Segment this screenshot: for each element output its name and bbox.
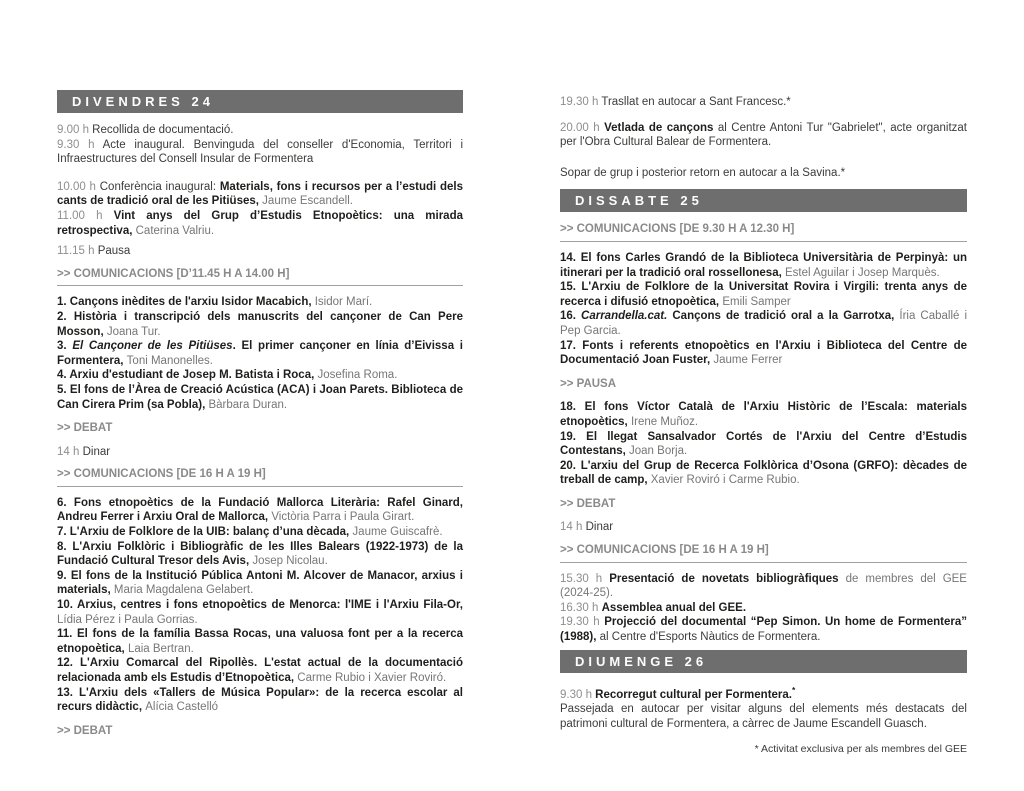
text-segment-time: 10.00 h (57, 180, 100, 193)
text-segment-bold: 17. Fonts i referents etnopoètics en l'Arxiu i Biblioteca del Centre de Documentació Joan Fuster, (560, 339, 967, 367)
text-segment-time: 9.00 h (57, 124, 93, 136)
session-track-header-label: >> COMUNICACIONS [DE 16 H A 19 H] (57, 468, 266, 481)
text-segment-muted: Carme Rubio i Xavier Roviró. (297, 672, 447, 684)
text-segment-time: 19.30 h (560, 616, 605, 629)
schedule-paragraph (560, 121, 967, 150)
spacer (560, 150, 967, 166)
subsection-label: >> DEBAT (57, 724, 113, 737)
text-segment-muted: Isidor Marí. (314, 296, 373, 309)
text-segment-bold: 2. Història i transcripció dels manuscrits del cançoner de Can Pere Mosson, (57, 310, 463, 338)
text-segment-plain: al Centre d'Esports Nàutics de Formentera. (599, 631, 821, 644)
program-item (57, 598, 463, 627)
program-item (560, 430, 967, 459)
text-segment-time: 9.30 h (57, 138, 103, 151)
program-item (560, 400, 967, 429)
schedule-paragraph (560, 520, 967, 535)
footnote: * Activitat exclusiva per als membres del GEE (754, 743, 967, 756)
text-segment-plain: Conferència inaugural: (99, 180, 220, 193)
subsection-label: >> DEBAT (57, 422, 113, 435)
session-track-header (57, 267, 463, 287)
text-segment-plain: Pausa (97, 245, 131, 258)
spacer (57, 167, 463, 180)
text-segment-plain: Recollida de documentació. (92, 124, 234, 136)
schedule-paragraph (560, 95, 967, 110)
text-segment-bold: 1. Cançons inèdites de l'arxiu Isidor Macabich, (57, 296, 315, 309)
program-item (57, 540, 463, 569)
text-segment-bold: 8. L'Arxiu Folklòric i Bibliogràfic de les Illes Balears (1922-1973) de la Fundació Cultural Tresor dels Avis, (57, 540, 463, 568)
program-item (560, 459, 967, 488)
text-segment-bold: 11. El fons de la família Bassa Rocas, una valuosa font per a la recerca etnopoètica, (57, 628, 463, 655)
session-track-header-label: >> COMUNICACIONS [DE 16 H A 19 H] (560, 544, 769, 557)
text-segment-muted: Josep Nicolau. (252, 555, 328, 568)
text-segment-muted: Irene Muñoz. (630, 415, 699, 428)
program-item (560, 280, 967, 309)
text-segment-muted: Toni Manonelles. (126, 354, 213, 367)
text-segment-plain: Dinar (82, 445, 111, 458)
text-segment-plain: Dinar (585, 521, 614, 534)
text-segment-muted: Jaume Guiscafrè. (352, 526, 443, 539)
text-segment-plain: al Centre Antoni Tur "Gabrielet", acte organitzat per l'Obra Cultural Balear de Formentera. (560, 121, 967, 149)
program-item (560, 339, 967, 368)
program-item (560, 251, 967, 280)
text-segment-muted: Íria Caballé i Pep Garcia. (560, 310, 967, 337)
text-segment-bold: 4. Arxiu d'estudiant de Josep M. Batista i Roca, (57, 369, 318, 382)
text-segment-muted: Jaume Escandell. (262, 195, 353, 208)
spacer (560, 110, 967, 121)
text-segment-bold: 12. L'Arxiu Comarcal del Ripollès. L'estat actual de la documentació relacionada amb els Estudis d’Etnopoètica, (57, 657, 463, 684)
right-column (560, 95, 967, 756)
text-segment-plain: Acte inaugural. Benvinguda del conseller d'Economia, Territori i Infraestructures del Consell Insular de Formentera (57, 138, 463, 166)
text-segment-muted: Laia Bertran. (127, 642, 194, 655)
program-item (560, 309, 967, 338)
text-segment-time: 14 h (57, 445, 83, 458)
text-segment-bold: Vint anys del Grup d’Estudis Etnopoètics: una mirada retrospectiva, (57, 209, 463, 237)
program-item (57, 627, 463, 656)
text-segment-muted: Jaume Ferrer (713, 354, 783, 367)
schedule-paragraph (560, 601, 967, 616)
text-segment-plain: Passejada en autocar per visitar alguns del elements més destacats del patrimoni cultural de Formentera, a càrrec de Jaume Escandell Guasch. (560, 703, 967, 730)
subsection-label: >> DEBAT (560, 497, 616, 510)
divider-rule (57, 285, 463, 286)
text-segment-bold: Materials, fons i recursos per a l’estudi dels cants de tradició oral de les Pitiüses, (57, 180, 463, 208)
section-header-bar: DIVENDRES 24 (57, 90, 463, 113)
text-segment-bold: 6. Fons etnopoètics de la Fundació Mallorca Literària: Rafel Ginard, Andreu Ferrer i Arxiu Oral de Mallorca, (57, 496, 463, 524)
session-track-header (560, 222, 967, 242)
text-segment-bold: 16. (560, 310, 582, 323)
session-track-header (57, 467, 463, 487)
schedule-paragraph (560, 683, 967, 702)
divider-rule (560, 241, 967, 242)
text-segment-bold: 19. El llegat Sansalvador Cortés de l'Arxiu del Centre d’Estudis Contestans, (560, 430, 967, 458)
text-segment-muted: Maria Magdalena Gelabert. (113, 584, 254, 597)
text-segment-bold: 7. L'Arxiu de Folklore de la UIB: balanç d’una dècada, (57, 526, 353, 539)
text-segment-bold: Presentació de novetats bibliogràfiques (609, 572, 846, 585)
text-segment-bold: 13. L'Arxiu dels «Tallers de Música Popular»: de la recerca escolar al recurs didàctic, (57, 686, 463, 714)
section-header-bar: DIUMENGE 26 (560, 650, 967, 673)
text-segment-plain: Sopar de grup i posterior retorn en autocar a la Savina.* (560, 166, 846, 179)
text-segment-bold: 3. (57, 340, 73, 353)
divider-rule (560, 562, 967, 563)
program-item (57, 339, 463, 368)
text-segment-muted: Emili Samper (722, 295, 791, 308)
text-segment-bold: 9. El fons de la Institució Pública Antoni M. Alcover de Manacor, arxius i materials, (57, 569, 463, 597)
schedule-paragraph (57, 180, 463, 209)
spacer (560, 180, 967, 189)
session-track-header (560, 543, 967, 563)
program-item (57, 525, 463, 540)
program-item (57, 656, 463, 685)
left-column (57, 90, 463, 747)
schedule-paragraph (57, 209, 463, 238)
text-segment-bold: 15. L'Arxiu de Folklore de la Universitat Rovira i Virgili: trenta anys de recerca i difusió etnopoètica, (560, 281, 967, 308)
schedule-paragraph (560, 572, 967, 601)
divider-rule (57, 486, 463, 487)
text-segment-bold: Assemblea anual del GEE. (601, 601, 747, 614)
text-segment-muted: Xavier Roviró i Carme Rubio. (650, 474, 800, 487)
text-segment-time: 9.30 h (560, 688, 596, 701)
text-segment-bold: Vetlada de cançons (604, 121, 718, 134)
text-segment-bi: Carrandella.cat. (581, 310, 668, 323)
text-segment-time: 19.30 h (560, 96, 602, 108)
program-item (57, 295, 463, 310)
program-item (57, 383, 463, 412)
program-item (57, 569, 463, 598)
text-segment-time: 20.00 h (560, 121, 605, 134)
text-segment-muted: de membres del GEE (2024-25). (560, 572, 967, 600)
text-segment-time: 11.15 h (57, 245, 98, 258)
subsection-label: >> PAUSA (560, 377, 617, 390)
text-segment-bold: Cançons de tradició oral a la Garrotxa, (667, 310, 900, 323)
text-segment-muted: Estel Aguilar i Josep Marquès. (784, 266, 940, 279)
text-segment-bold: 14. El fons Carles Grandó de la Biblioteca Universitària de Perpinyà: un itinerari per la tradició oral rossellonesa, (560, 251, 967, 279)
schedule-paragraph (560, 702, 967, 731)
program-item (57, 496, 463, 525)
schedule-paragraph (560, 615, 967, 644)
session-track-header-label: >> COMUNICACIONS [D’11.45 H A 14.00 H] (57, 267, 290, 280)
program-item (57, 368, 463, 383)
schedule-paragraph (57, 138, 463, 167)
text-segment-muted: Joan Borja. (629, 445, 688, 458)
text-segment-muted: Alícia Castelló (145, 701, 219, 714)
text-segment-time: 16.30 h (560, 601, 602, 614)
schedule-paragraph (57, 244, 463, 259)
session-track-header-label: >> COMUNICACIONS [DE 9.30 H A 12.30 H] (560, 223, 795, 236)
text-segment-bi: El Cançoner de les Pitiüses (72, 340, 233, 353)
schedule-paragraph (57, 123, 463, 138)
spacer (560, 731, 967, 743)
text-segment-plain: Trasllat en autocar a Sant Francesc.* (601, 96, 791, 108)
text-segment-muted: Joana Tur. (106, 325, 161, 338)
program-item (57, 686, 463, 715)
text-segment-muted: Lídia Pérez i Paula Gorrias. (57, 613, 198, 626)
text-segment-sup: * (792, 684, 796, 695)
text-segment-time: 15.30 h (560, 572, 610, 585)
text-segment-muted: Victòria Parra i Paula Girart. (271, 511, 415, 524)
text-segment-time: 14 h (560, 521, 586, 534)
text-segment-bold: 10. Arxius, centres i fons etnopoètics de Menorca: l'IME i l'Arxiu Fila-Or, (57, 599, 463, 612)
text-segment-muted: Caterina Valriu. (135, 224, 215, 237)
text-segment-bold: 18. El fons Víctor Català de l'Arxiu Històric de l’Escala: materials etnopoètics, (560, 401, 967, 428)
program-item (57, 310, 463, 339)
text-segment-muted: Josefina Roma. (317, 369, 398, 382)
text-segment-bold: Recorregut cultural per Formentera. (595, 688, 792, 701)
text-segment-bold: 5. El fons de l’Àrea de Creació Acústica (ACA) i Joan Parets. Biblioteca de Can Cirera Prim (sa Pobla), (57, 383, 463, 411)
text-segment-bold: 20. L'arxiu del Grup de Recerca Folklòrica d’Osona (GRFO): dècades de treball de camp, (560, 459, 967, 487)
schedule-paragraph (560, 166, 967, 181)
section-header-bar: DISSABTE 25 (560, 189, 967, 212)
text-segment-bold: Projecció del documental “Pep Simon. Un home de Formentera” (1988), (560, 616, 967, 644)
text-segment-muted: Bàrbara Duran. (208, 398, 288, 411)
schedule-paragraph (57, 445, 463, 460)
text-segment-bold: . El primer cançoner en línia d’Eivissa i Formentera, (57, 340, 463, 367)
text-segment-time: 11.00 h (57, 209, 114, 222)
